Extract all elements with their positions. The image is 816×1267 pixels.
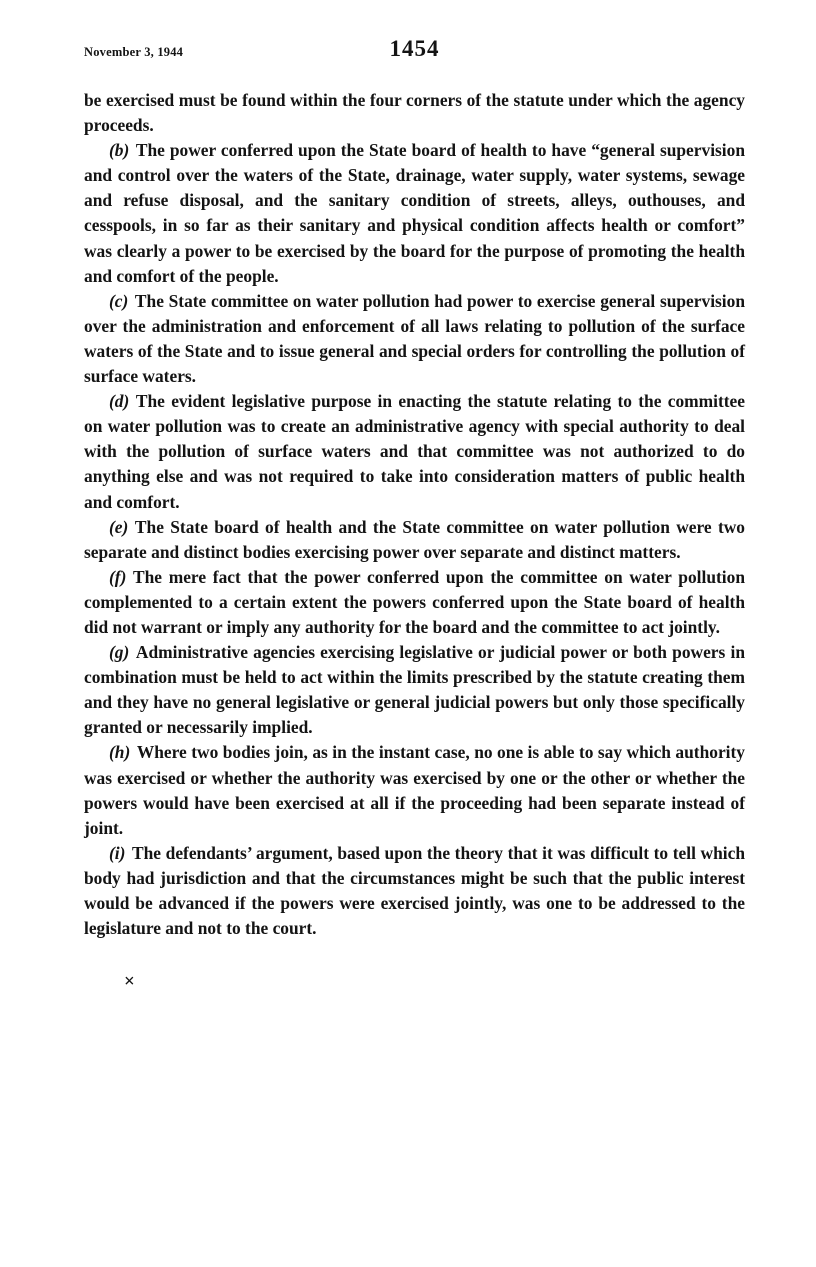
paragraph-label: (f) xyxy=(109,566,127,587)
paragraph xyxy=(84,138,745,289)
paragraph-text: The State committee on water pollution had power to exercise general supervision over the administration and enforcement of all laws relating to pollution of the surface waters of the State and to issue general and special orders for controlling the pollution of surface waters. xyxy=(84,290,745,387)
document-date: November 3, 1944 xyxy=(84,45,184,59)
paragraph-text: The power conferred upon the State board of health to have “general supervision and control over the waters of the State, drainage, water supply, water systems, sewage and refuse disposal, and the sanitary condition of streets, alleys, outhouses, and cesspools, in so far as their sanitary and physical condition affects health or comfort” was clearly a power to be exercised by the board for the purpose of promoting the health and comfort of the people. xyxy=(84,140,745,286)
paragraph xyxy=(84,389,745,514)
paragraph xyxy=(84,841,745,941)
paragraph-text: The State board of health and the State committee on water pollution were two separate and distinct bodies exercising power over separate and distinct matters. xyxy=(84,516,745,562)
paragraph xyxy=(84,740,745,840)
paragraph xyxy=(84,289,745,389)
paragraph-text: The defendants’ argument, based upon the theory that it was difficult to tell which body had jurisdiction and that the circumstances might be such that the public interest would be advanced if the powers were exercised jointly, was one to be addressed to the legislature and not to the court. xyxy=(84,842,745,939)
paragraph-text: Administrative agencies exercising legislative or judicial power or both powers in combination must be held to act within the limits prescribed by the statute creating them and they have no general legislative or general judicial powers but only those specifically granted or necessarily implied. xyxy=(84,642,745,738)
paragraph-label: (d) xyxy=(109,391,130,412)
document-body xyxy=(84,88,745,994)
paragraph-text: Where two bodies join, as in the instant case, no one is able to say which authority was exercised or whether the authority was exercised by one or the other or whether the powers would have been exercised at all if the proceeding had been separate instead of joint. xyxy=(84,742,745,838)
page-number: 1454 xyxy=(389,36,440,61)
paragraph xyxy=(84,515,745,565)
paragraph xyxy=(84,565,745,640)
paragraph-text: be exercised must be found within the four corners of the statute under which the agency proceeds. xyxy=(84,90,745,136)
paragraph-label: (h) xyxy=(109,742,131,763)
paragraph-label: (b) xyxy=(109,140,130,161)
x-mark: × xyxy=(124,971,135,993)
page-header xyxy=(84,36,745,66)
paragraph-label: (g) xyxy=(109,642,130,663)
paragraph-label: (c) xyxy=(109,290,129,311)
paragraph-label: (i) xyxy=(109,842,126,863)
paragraph xyxy=(84,640,745,740)
paragraph-text: The mere fact that the power conferred upon the committee on water pollution complemented to a certain extent the powers conferred upon the State board of health did not warrant or imply any authority for the board and the committee to act jointly. xyxy=(84,566,745,637)
paragraph-text: The evident legislative purpose in enacting the statute relating to the committee on water pollution was to create an administrative agency with special authority to deal with the pollution of surface waters and that committee was not authorized to do anything else and was not required to take into consideration matters of public health and comfort. xyxy=(84,391,745,512)
paragraph-label: (e) xyxy=(109,516,129,537)
paragraph xyxy=(84,88,745,138)
